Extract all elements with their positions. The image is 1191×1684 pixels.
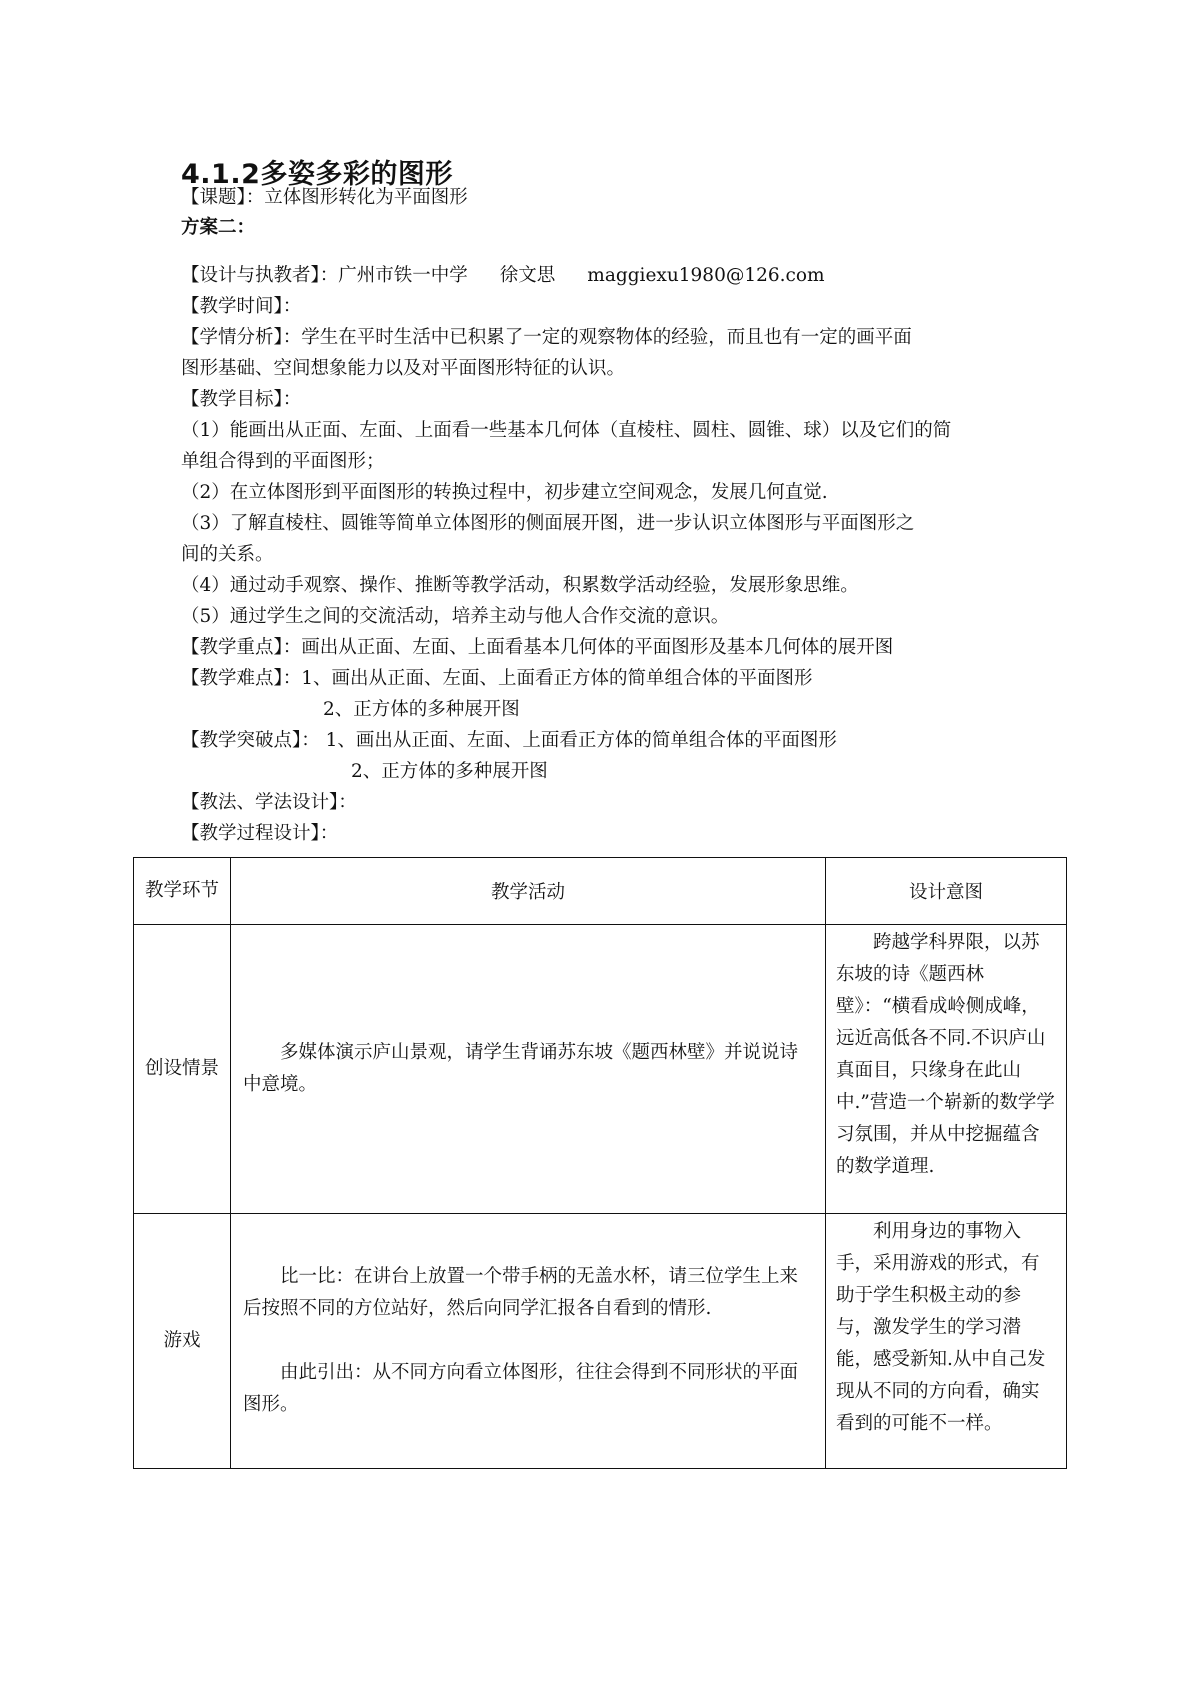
- table-row: [134, 1214, 1067, 1469]
- key-points: 【教学重点】：画出从正面、左面、上面看基本几何体的平面图形及基本几何体的展开图: [181, 637, 894, 658]
- activity-paragraph: 比一比：在讲台上放置一个带手柄的无盖水杯，请三位学生上来后按照不同的方位站好，然后向同学汇报各自看到的情形.: [243, 1266, 799, 1319]
- intent-cell: 跨越学科界限，以苏东坡的诗《题西林壁》：“横看成岭侧成峰，远近高低各不同.不识庐山真面目，只缘身在此山中.”营造一个崭新的数学学习氛围，并从中挖掘蕴含的数学道理.: [826, 925, 1067, 1214]
- method-line: 【教法、学法设计】：: [181, 792, 357, 813]
- header-intent: 设计意图: [826, 858, 1067, 925]
- header-activity: 教学活动: [231, 858, 826, 925]
- plan-line: 方案二：: [181, 217, 256, 238]
- teaching-process-table: [133, 857, 1067, 1469]
- analysis-line-1: 【学情分析】：学生在平时生活中已积累了一定的观察物体的经验，而且也有一定的画平面: [181, 327, 912, 348]
- designer-name: 徐文思: [499, 265, 556, 286]
- stage-cell: 游戏: [134, 1214, 231, 1469]
- header-stage: 教学环节: [134, 858, 231, 925]
- page-title: 4.1.2多姿多彩的图形: [181, 159, 453, 190]
- table-header-row: [134, 858, 1067, 925]
- goal-4: （4）通过动手观察、操作、推断等教学活动，积累数学活动经验，发展形象思维。: [181, 575, 859, 596]
- stage-cell: 创设情景: [134, 925, 231, 1214]
- designer-label: 【设计与执教者】：: [181, 265, 339, 286]
- goal-3-line-1: （3）了解直棱柱、圆锥等简单立体图形的侧面展开图，进一步认识立体图形与平面图形之: [181, 513, 915, 534]
- process-line: 【教学过程设计】：: [181, 823, 339, 844]
- breakthrough-line-2: 2、正方体的多种展开图: [351, 761, 548, 782]
- difficulties-line-1: 【教学难点】：1、画出从正面、左面、上面看正方体的简单组合体的平面图形: [181, 668, 813, 689]
- goal-1-line-2: 单组合得到的平面图形；: [181, 451, 385, 472]
- table-row: [134, 925, 1067, 1214]
- activity-paragraph: 多媒体演示庐山景观，请学生背诵苏东坡《题西林壁》并说说诗中意境。: [243, 1042, 799, 1095]
- designer-school: 广州市铁一中学: [338, 265, 468, 286]
- goal-1-line-1: （1）能画出从正面、左面、上面看一些基本几何体（直棱柱、圆柱、圆锥、球）以及它们的简: [181, 420, 952, 441]
- goal-2: （2）在立体图形到平面图形的转换过程中，初步建立空间观念，发展几何直觉.: [181, 482, 828, 503]
- difficulties-line-2: 2、正方体的多种展开图: [323, 699, 520, 720]
- breakthrough-line-1: 【教学突破点】： 1、画出从正面、左面、上面看正方体的简单组合体的平面图形: [181, 730, 837, 751]
- goal-5: （5）通过学生之间的交流活动，培养主动与他人合作交流的意识。: [181, 606, 730, 627]
- topic-line: 【课题】：立体图形转化为平面图形: [181, 187, 468, 208]
- analysis-line-2: 图形基础、空间想象能力以及对平面图形特征的认识。: [181, 358, 626, 379]
- goals-heading: 【教学目标】：: [181, 389, 302, 410]
- activity-cell: [231, 1214, 826, 1469]
- intent-cell: 利用身边的事物入手，采用游戏的形式，有助于学生积极主动的参与，激发学生的学习潜能，感受新知.从中自己发现从不同的方向看，确实看到的可能不一样。: [826, 1214, 1067, 1469]
- designer-line: [181, 260, 825, 291]
- activity-cell: [231, 925, 826, 1214]
- activity-paragraph: 由此引出：从不同方向看立体图形，往往会得到不同形状的平面图形。: [243, 1362, 799, 1415]
- goal-3-line-2: 间的关系。: [181, 544, 274, 565]
- designer-email: maggiexu1980@126.com: [587, 265, 825, 286]
- time-line: 【教学时间】：: [181, 296, 302, 317]
